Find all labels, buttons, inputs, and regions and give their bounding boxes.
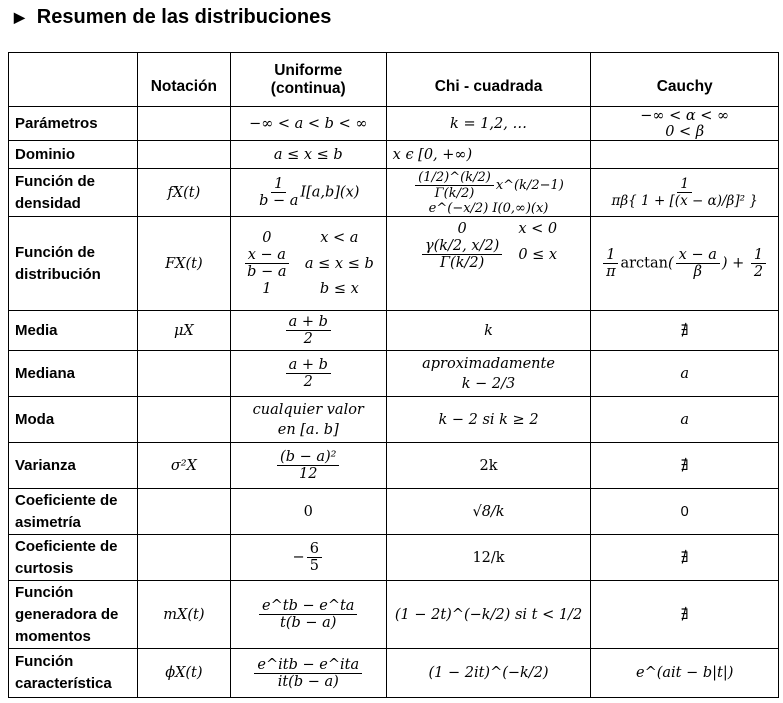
cell-notacion: σ²X: [137, 443, 230, 489]
cell-chi: [386, 217, 591, 311]
cell-uniforme: [230, 311, 386, 351]
table-row: [9, 107, 779, 141]
cell-cauchy: 0: [591, 489, 779, 535]
header-cauchy: Cauchy: [591, 53, 779, 107]
cell-chi: k: [386, 311, 591, 351]
cell-chi: k − 2 si k ≥ 2: [386, 397, 591, 443]
row-label: Función generadora de momentos: [9, 581, 138, 649]
table-row: [9, 351, 779, 397]
cell-uniforme: −∞ < a < b < ∞: [230, 107, 386, 141]
row-label: Parámetros: [9, 107, 138, 141]
row-label: Varianza: [9, 443, 138, 489]
table-row: [9, 141, 779, 169]
piece-value: 0: [457, 221, 467, 237]
cell-chi: k = 1,2, …: [386, 107, 591, 141]
cell-cauchy: ∄: [591, 443, 779, 489]
section-title: [14, 6, 331, 29]
cell-chi: √8/k: [386, 489, 591, 535]
table-row: [9, 581, 779, 649]
cell-uniforme: [230, 443, 386, 489]
denominator: b − a: [247, 264, 287, 280]
cell-notacion: fX(t): [137, 169, 230, 217]
cell-cauchy: ∄: [591, 535, 779, 581]
denominator: b − a: [259, 193, 299, 209]
cell-uniforme: [230, 581, 386, 649]
row-label: Coeficiente de curtosis: [9, 535, 138, 581]
header-row: [9, 53, 779, 107]
plus: +: [732, 255, 745, 272]
piece-condition: x < a: [320, 230, 359, 246]
numerator: (1/2)^(k/2): [415, 170, 494, 186]
piece-condition: b ≤ x: [319, 281, 359, 297]
distributions-table: [8, 52, 779, 698]
table-row: [9, 217, 779, 311]
cell-uniforme: [230, 397, 386, 443]
header-notacion: Notación: [137, 53, 230, 107]
cell-cauchy: ∄: [591, 311, 779, 351]
denominator: 2: [303, 374, 313, 390]
arctan-fn: arctan: [620, 255, 668, 272]
header-empty: [9, 53, 138, 107]
denominator: it(b − a): [277, 673, 339, 690]
cell-chi: 2k: [386, 443, 591, 489]
row-label: Media: [9, 311, 138, 351]
piece-condition: x < 0: [518, 221, 558, 237]
cell-cauchy: a: [591, 351, 779, 397]
cell-uniforme: [230, 649, 386, 698]
cell-chi: x ϵ [0, +∞): [386, 141, 591, 169]
denominator: t(b − a): [280, 615, 337, 631]
numerator: a + b: [286, 357, 331, 374]
numerator: 1: [603, 247, 618, 264]
numerator: 1: [751, 247, 766, 264]
uniforme-line-1: cualquier valor: [252, 401, 364, 418]
numerator: 6: [307, 541, 322, 558]
numerator: (b − a)²: [277, 449, 339, 466]
denominator: πβ{ 1 + [(x − α)/β]² }: [611, 193, 758, 209]
numerator: x − a: [245, 247, 289, 264]
cell-cauchy: [591, 169, 779, 217]
cell-uniforme: a ≤ x ≤ b: [230, 141, 386, 169]
denominator: β: [693, 264, 702, 280]
piece-condition: a ≤ x ≤ b: [304, 255, 374, 272]
row-label: Función característica: [9, 649, 138, 698]
table-row: [9, 169, 779, 217]
cauchy-param-2: 0 < β: [665, 123, 705, 140]
cell-chi: (1 − 2t)^(−k/2) si t < 1/2: [386, 581, 591, 649]
numerator: e^tb − e^ta: [259, 598, 357, 615]
denominator: 2: [303, 331, 313, 347]
denominator: π: [606, 264, 616, 280]
denominator: 2: [753, 264, 764, 280]
numerator: x − a: [676, 247, 720, 264]
cell-notacion: FX(t): [137, 217, 230, 311]
numerator: γ(k/2, x/2): [422, 238, 502, 255]
cell-cauchy: $\frac{1}{\pi}$ arctan( $\frac{x - a}{\beta}$ ) + $\frac{1}{2}$: [591, 217, 779, 311]
cell-uniforme: [230, 169, 386, 217]
table-row: [9, 311, 779, 351]
denominator: Γ(k/2): [434, 185, 475, 201]
row-label: Función de distribución: [9, 217, 138, 311]
table-row: [9, 489, 779, 535]
cell-uniforme: [230, 351, 386, 397]
minus: −: [292, 549, 305, 566]
piece-condition: 0 ≤ x: [518, 246, 558, 263]
cell-chi: [386, 169, 591, 217]
density-tail: x^(k/2−1) e^(−x/2) I(0,∞)(x): [428, 177, 564, 216]
denominator: 5: [309, 558, 319, 574]
table-row: [9, 535, 779, 581]
cell-notacion: mX(t): [137, 581, 230, 649]
cell-chi: [386, 351, 591, 397]
numerator: a + b: [286, 314, 331, 331]
cell-cauchy: [591, 107, 779, 141]
chi-line-2: k − 2/3: [461, 375, 516, 392]
cell-chi: 12/k: [386, 535, 591, 581]
table-row: [9, 649, 779, 698]
indicator: I[a,b](x): [300, 184, 360, 201]
cell-cauchy: ∄: [591, 581, 779, 649]
table-row: [9, 397, 779, 443]
header-chi: Chi - cuadrada: [386, 53, 591, 107]
piece-value: 0: [262, 230, 272, 246]
row-label: Moda: [9, 397, 138, 443]
piece-value: 1: [262, 281, 272, 297]
cauchy-param-1: −∞ < α < ∞: [640, 107, 730, 124]
numerator: 1: [271, 176, 286, 193]
cell-cauchy: e^(ait − b|t|): [591, 649, 779, 698]
row-label: Función de densidad: [9, 169, 138, 217]
cell-cauchy: a: [591, 397, 779, 443]
cell-notacion: μX: [137, 311, 230, 351]
numerator: e^itb − e^ita: [254, 657, 362, 674]
cell-uniforme: [230, 217, 386, 311]
numerator: 1: [677, 176, 692, 193]
denominator: Γ(k/2): [439, 255, 485, 271]
title-text: Resumen de las distribuciones: [36, 6, 332, 28]
cell-uniforme: 0: [230, 489, 386, 535]
row-label: Mediana: [9, 351, 138, 397]
row-label: Coeficiente de asimetría: [9, 489, 138, 535]
cell-notacion: ϕX(t): [137, 649, 230, 698]
triangle-bullet-icon: ▶: [14, 9, 25, 25]
cell-chi: (1 − 2it)^(−k/2): [386, 649, 591, 698]
row-label: Dominio: [9, 141, 138, 169]
chi-line-1: aproximadamente: [422, 355, 555, 372]
cell-uniforme: [230, 535, 386, 581]
table-row: [9, 443, 779, 489]
uniforme-line-2: en [a. b]: [277, 421, 339, 438]
header-uniforme: Uniforme (continua): [230, 53, 386, 107]
denominator: 12: [299, 466, 318, 482]
